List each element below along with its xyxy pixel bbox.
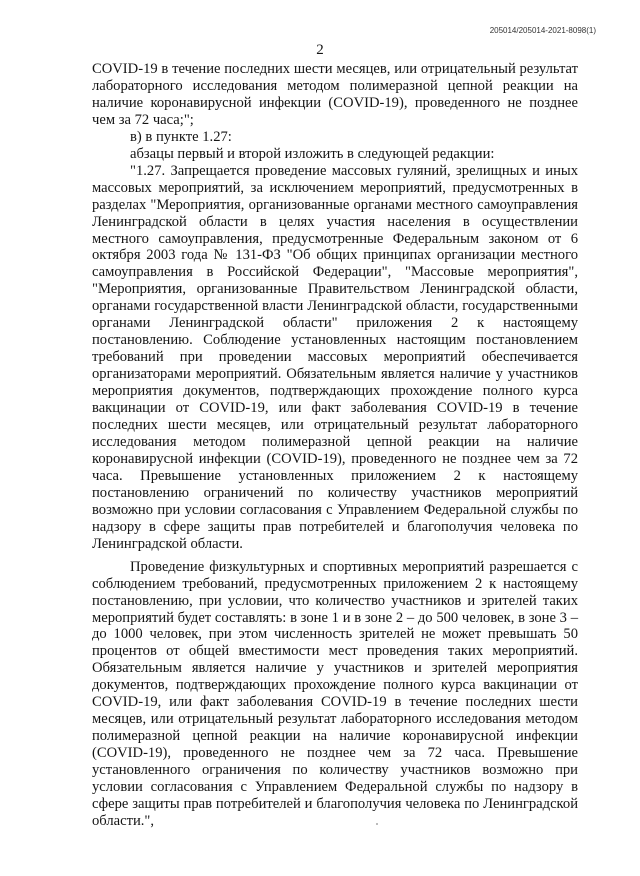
scan-dot: [376, 823, 378, 825]
paragraph-clause-1-27: "1.27. Запрещается проведение массовых гуляний, зрелищных и иных массовых мероприятий, за исключением мероприятий, предусмотренных в разделах "Мероприятия, организованные органами местного самоуправления Ленинградской области в целях участия населения в осуществлении местного самоуправления, предусмотренные Федеральным законом от 6 октября 2003 года № 131-ФЗ "Об общих принципах организации местного самоуправления в Российской Федерации", "Массовые мероприятия", "Мероприятия, организованные Правительством Ленинградской области, органами государственной власти Ленинградской области, государственными органами Ленинградской области" приложения 2 к настоящему постановлению. Соблюдение установленных настоящим постановлением требований при проведении массовых мероприятий обеспечивается организаторами мероприятий. Обязательным является наличие у участников мероприятия документов, подтверждающих прохождение полного курса вакцинации от COVID-19, или факт заболевания COVID-19 в течение последних шести месяцев, или отрицательный результат лабораторного исследования методом полимеразной цепной реакции на наличие коронавирусной инфекции (COVID-19), проведенного не позднее чем за 72 часа. Превышение установленных приложением 2 к настоящему постановлению ограничений по количеству участников мероприятий возможно при условии согласования с Управлением Федеральной службы по надзору в сфере защиты прав потребителей и благополучия человека по Ленинградской области.: [92, 162, 578, 552]
paragraph-sports-events: Проведение физкультурных и спортивных мероприятий разрешается с соблюдением требований, предусмотренных приложением 2 к настоящему постановлению, при условии, что количество участников и зрителей таких мероприятий будет составлять: в зоне 1 и в зоне 2 – до 500 человек, в зоне 3 – до 1000 человек, при этом численность зрителей не может превышать 50 процентов от общей вместимости мест проведения таких мероприятий. Обязательным является наличие у участников и зрителей мероприятия документов, подтверждающих прохождение полного курса вакцинации от COVID-19, или факт заболевания COVID-19 в течение последних шести месяцев, или отрицательный результат лабораторного исследования методом полимеразной цепной реакции на наличие коронавирусной инфекции (COVID-19), проведенного не позднее чем за 72 часа. Превышение установленного ограничения по количеству участников возможно при условии согласования с Управлением Федеральной службы по надзору в сфере защиты прав потребителей и благополучия человека по Ленинградской области.",: [92, 558, 578, 829]
paragraph-subitem-v: в) в пункте 1.27:: [130, 128, 232, 145]
page-number: 2: [316, 42, 324, 58]
document-id: 205014/205014-2021-8098(1): [489, 26, 596, 35]
paragraph-continuation: COVID-19 в течение последних шести месяцев, или отрицательный результат лабораторного исследования методом полимеразной цепной реакции на наличие коронавирусной инфекции (COVID-19), проведенного не позднее чем за 72 часа;";: [92, 61, 578, 128]
paragraph-instruction: абзацы первый и второй изложить в следующей редакции:: [130, 145, 495, 162]
document-body: [92, 61, 578, 830]
